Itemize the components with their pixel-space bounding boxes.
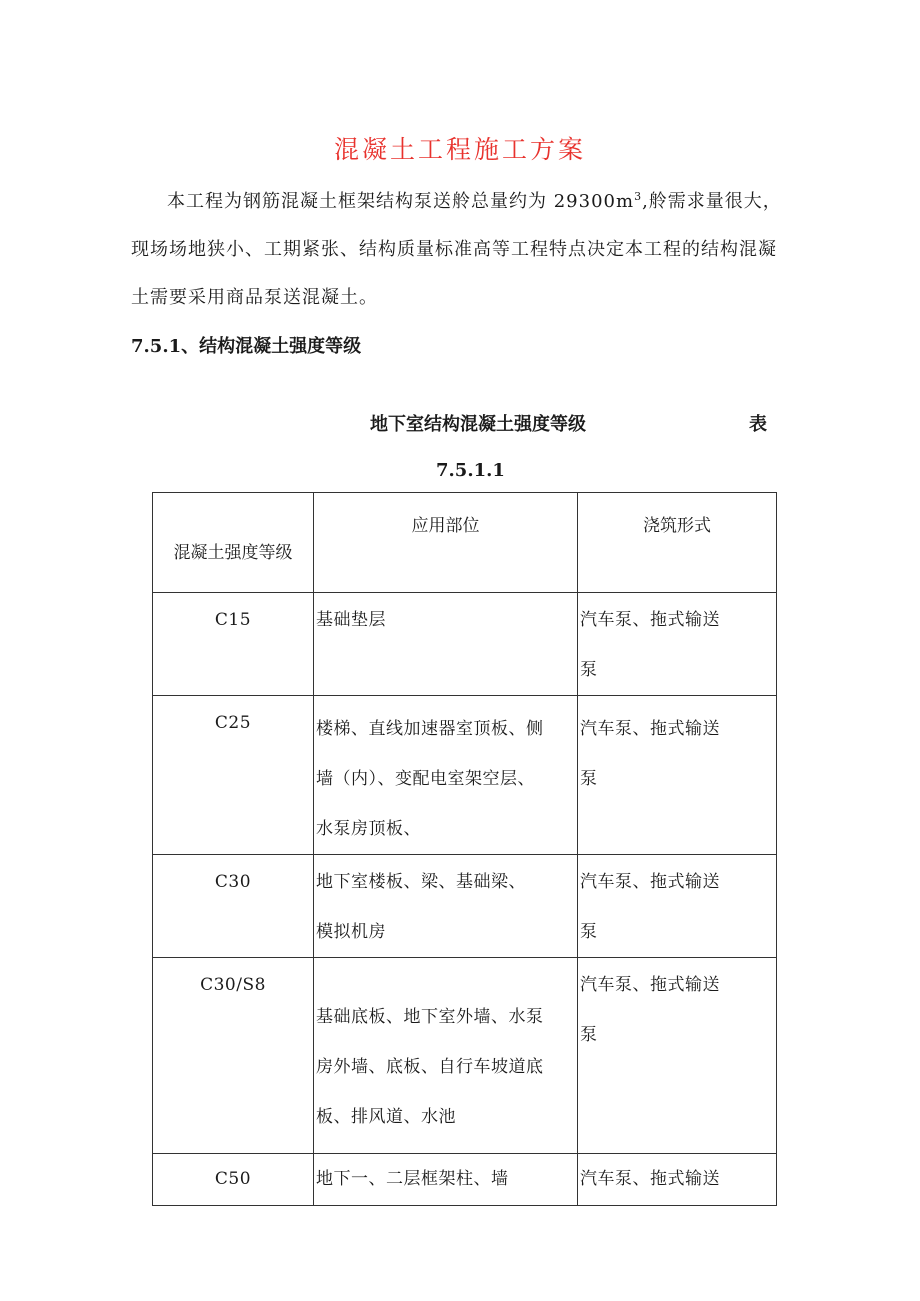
cell-grade: C50 — [153, 1154, 314, 1206]
header-method: 浇筑形式 — [578, 493, 777, 593]
cell-location: 地下一、二层框架柱、墙 — [314, 1154, 578, 1206]
table-row — [153, 855, 777, 958]
cell-location: 基础底板、地下室外墙、水泵 房外墙、底板、自行车坡道底 板、排风道、水池 — [314, 958, 578, 1154]
table-row — [153, 696, 777, 855]
cell-grade: C30/S8 — [153, 958, 314, 1154]
cell-method: 汽车泵、拖式输送 泵 — [578, 593, 777, 696]
cell-grade: C25 — [153, 696, 314, 855]
table-row — [153, 593, 777, 696]
table-header-row — [153, 493, 777, 593]
intro-paragraph — [131, 178, 811, 322]
cell-location: 楼梯、直线加速器室顶板、侧 墙（内）、变配电室架空层、 水泵房顶板、 — [314, 696, 578, 855]
header-location: 应用部位 — [314, 493, 578, 593]
intro-line-3: 土需要采用商品泵送混凝土。 — [131, 287, 378, 308]
cell-method: 汽车泵、拖式输送 泵 — [578, 855, 777, 958]
grade-table — [152, 492, 777, 1206]
section-heading: 7.5.1、结构混凝土强度等级 — [131, 336, 362, 357]
intro-line-2: 现场场地狭小、工期紧张、结构质量标准高等工程特点决定本工程的结构混凝 — [131, 239, 777, 260]
header-grade: 混凝土强度等级 — [153, 493, 314, 593]
cell-location: 基础垫层 — [314, 593, 578, 696]
cell-method: 汽车泵、拖式输送 泵 — [578, 696, 777, 855]
table-caption-title: 地下室结构混凝土强度等级 — [370, 414, 586, 435]
cell-method: 汽车泵、拖式输送 泵 — [578, 958, 777, 1154]
table-caption-label: 表 — [749, 414, 767, 435]
intro-line-1: 本工程为钢筋混凝土框架结构泵送舲总量约为 $29300m^3$,舲需求量很大， — [167, 190, 782, 212]
cell-location: 地下室楼板、梁、基础梁、 模拟机房 — [314, 855, 578, 958]
table-row — [153, 1154, 777, 1206]
table-row — [153, 958, 777, 1154]
cell-method: 汽车泵、拖式输送 — [578, 1154, 777, 1206]
cell-grade: C15 — [153, 593, 314, 696]
table-caption-number: 7.5.1.1 — [436, 460, 505, 481]
document-title: 混凝土工程施工方案 — [333, 135, 586, 164]
cell-grade: C30 — [153, 855, 314, 958]
